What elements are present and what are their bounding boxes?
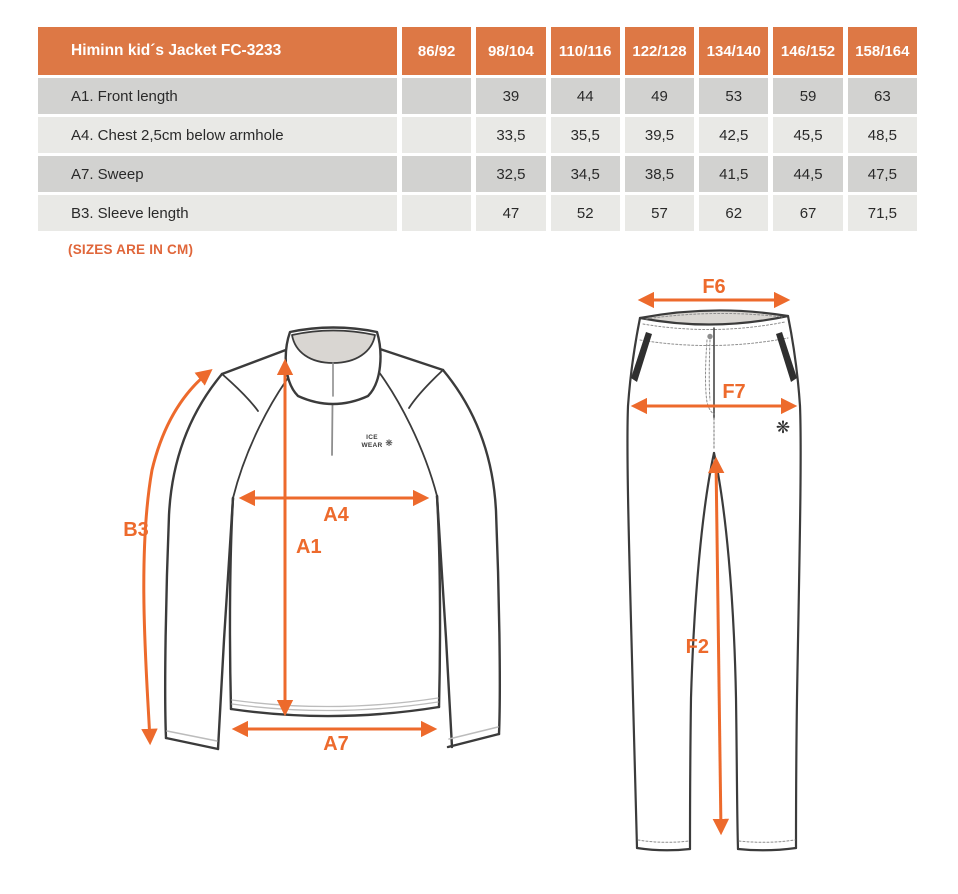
measurement-label: A7. Sweep [38,156,397,192]
right-hem [738,848,796,850]
measurement-row [38,117,917,153]
size-column-header: 134/140 [699,27,768,75]
pants-measurement-diagram [610,278,860,860]
sizes-in-cm-note: (SIZES ARE IN CM) [68,242,194,257]
measurement-value [402,78,471,114]
measurement-value: 62 [699,195,768,231]
measurement-value: 44 [551,78,620,114]
measurement-label: B3. Sleeve length [38,195,397,231]
measurement-value: 38,5 [625,156,694,192]
right-cuff [448,734,499,747]
right-sleeve-outer [443,370,500,734]
f2-inseam-arrow [716,460,721,832]
measurement-value: 39 [476,78,545,114]
measurement-value: 59 [773,78,842,114]
waist-opening [640,310,788,324]
pants-drawing [627,310,800,850]
left-raglan-seam [233,366,297,498]
logo-text-wear: WEAR [361,442,383,449]
size-column-header: 98/104 [476,27,545,75]
right-shoulder [377,348,443,370]
size-column-header: 110/116 [551,27,620,75]
a7-label: A7 [323,733,349,755]
left-sleeve-outer [165,374,222,738]
left-yoke-seam [222,374,258,411]
measurement-value: 63 [848,78,917,114]
measurement-value [402,195,471,231]
pants-snowflake-icon: ❋ [775,418,791,437]
hem-stitch-1 [232,698,438,707]
f2-label: F2 [685,636,709,658]
left-hem [637,848,690,850]
measurement-row [38,156,917,192]
b3-sleeve-arrow [144,371,210,742]
measurement-value: 41,5 [699,156,768,192]
measurement-value: 44,5 [773,156,842,192]
hem [231,707,439,716]
left-leg-outer [627,318,640,848]
measurement-label: A4. Chest 2,5cm below armhole [38,117,397,153]
measurement-row [38,195,917,231]
product-title: Himinn kid´s Jacket FC-3233 [38,27,397,75]
measurement-row [38,78,917,114]
body-right-side [437,496,440,707]
b3-label: B3 [123,519,149,541]
measurement-value: 53 [699,78,768,114]
right-leg-outer [788,316,801,848]
jacket-measurement-arrows [144,362,434,742]
f6-label: F6 [702,278,726,298]
measurement-value: 67 [773,195,842,231]
size-table-header-row [38,27,917,75]
logo-text-ice: ICE [366,434,378,441]
measurement-value: 42,5 [699,117,768,153]
size-column-header: 146/152 [773,27,842,75]
logo-snowflake-icon: ❋ [385,438,393,448]
a1-label: A1 [296,536,322,558]
fly-stitch-inner [709,340,710,400]
measurement-value: 71,5 [848,195,917,231]
icewear-logo [361,434,393,449]
measurement-value: 32,5 [476,156,545,192]
measurement-value: 47 [476,195,545,231]
measurement-value: 34,5 [551,156,620,192]
measurement-value: 52 [551,195,620,231]
right-raglan-seam [372,363,437,496]
measurement-value: 33,5 [476,117,545,153]
waist-button [707,334,712,339]
jacket-measurement-diagram [100,290,540,782]
body-left-side [230,498,233,709]
measurement-label: A1. Front length [38,78,397,114]
jacket-drawing [165,328,500,750]
measurement-value: 47,5 [848,156,917,192]
size-table [33,24,922,234]
right-hem-stitch [739,840,795,842]
size-column-header: 122/128 [625,27,694,75]
left-shoulder [222,348,291,374]
measurement-value [402,117,471,153]
measurement-value: 48,5 [848,117,917,153]
left-hem-stitch [638,840,689,842]
measurement-value: 35,5 [551,117,620,153]
measurement-value: 39,5 [625,117,694,153]
size-column-header: 158/164 [848,27,917,75]
a4-label: A4 [323,504,349,526]
right-yoke-seam [409,370,443,408]
measurement-value: 45,5 [773,117,842,153]
measurement-value: 49 [625,78,694,114]
measurement-value [402,156,471,192]
size-column-header: 86/92 [402,27,471,75]
f7-label: F7 [722,381,746,403]
measurement-value: 57 [625,195,694,231]
